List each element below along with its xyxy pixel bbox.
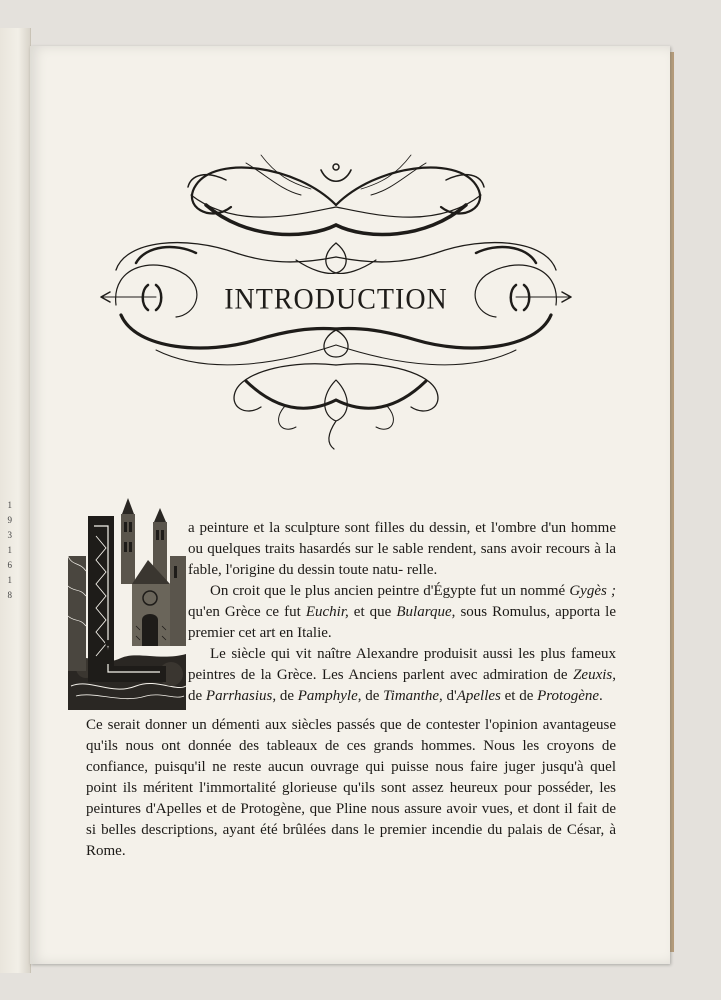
italic-name: Bularque xyxy=(396,604,452,620)
left-page-edge xyxy=(0,28,31,973)
left-page-margin-digits xyxy=(0,498,12,603)
page-title: INTRODUCTION xyxy=(224,283,448,316)
margin-digit: 1 xyxy=(7,575,12,585)
margin-digit: 3 xyxy=(7,530,12,540)
italic-name: Timanthe xyxy=(383,688,440,704)
text-line: d'un homme ou quelques traits hasardés sur le sable rendent, xyxy=(188,520,617,557)
text-run: , de xyxy=(357,688,384,704)
italic-name: Pamphyle xyxy=(297,688,358,704)
text-run: qu'en Grèce ce fut xyxy=(188,604,306,620)
text-run: . xyxy=(599,688,603,704)
margin-digit: 1 xyxy=(7,545,12,555)
italic-name: Apelles xyxy=(456,688,501,704)
opening-paragraphs xyxy=(188,518,616,707)
italic-name: Parrhasius xyxy=(205,688,273,704)
text-line: relle. xyxy=(406,562,438,578)
text-run: , d' xyxy=(439,688,457,704)
italic-name: Euchir, xyxy=(305,604,349,620)
italic-name: Zeuxis xyxy=(573,667,613,683)
text-run: , sous Romulus, apporta le premier cet art en Italie. xyxy=(188,604,616,641)
margin-digit: 8 xyxy=(7,590,12,600)
text-line: a peinture et la sculpture sont filles du dessin, et l'ombre xyxy=(188,520,537,536)
text-line: sans avoir recours à la fable, l'origine du dessin toute natu- xyxy=(188,541,617,578)
third-paragraph xyxy=(188,644,616,707)
margin-digit: 6 xyxy=(7,560,12,570)
italic-name: Protogène xyxy=(537,688,600,704)
italic-name: Gygès ; xyxy=(569,583,616,599)
text-run: et de xyxy=(500,688,538,704)
second-paragraph xyxy=(188,581,616,644)
drop-cap-church-illustration xyxy=(66,496,188,710)
text-run: et que xyxy=(348,604,397,620)
text-run: , de xyxy=(188,667,616,704)
fourth-paragraph: Ce serait donner un démenti aux siècles passés que de contester l'opinion avantageuse qu'ils nous ont donnée des tableaux de ces grands hommes. Nous les croyons de confiance, puisqu'il ne reste aucun ouvrage qui puisse nous faire juger jusqu'à quel point ils méritent l'immortalité glorieuse qu'ils sont assez heureux pour posséder, les peintures d'Apelles et de Protogène, que Pline nous assure avoir vues, et dont il fait de si belles descriptions, ayant été brûlées dans le premier incendie du palais de César, à Rome. xyxy=(86,717,616,859)
text-run: Le siècle qui vit naître Alexandre produisit aussi les plus fameux peintres de la Grèce. Les Anciens parlent avec admiration de xyxy=(188,646,616,683)
first-paragraph xyxy=(188,518,616,581)
text-run: On croit que le plus ancien peintre d'Égypte fut un nommé xyxy=(210,583,566,599)
margin-digit: 1 xyxy=(7,500,12,510)
body-paragraph xyxy=(86,715,616,862)
text-run: , de xyxy=(272,688,298,704)
margin-digit: 9 xyxy=(7,515,12,525)
